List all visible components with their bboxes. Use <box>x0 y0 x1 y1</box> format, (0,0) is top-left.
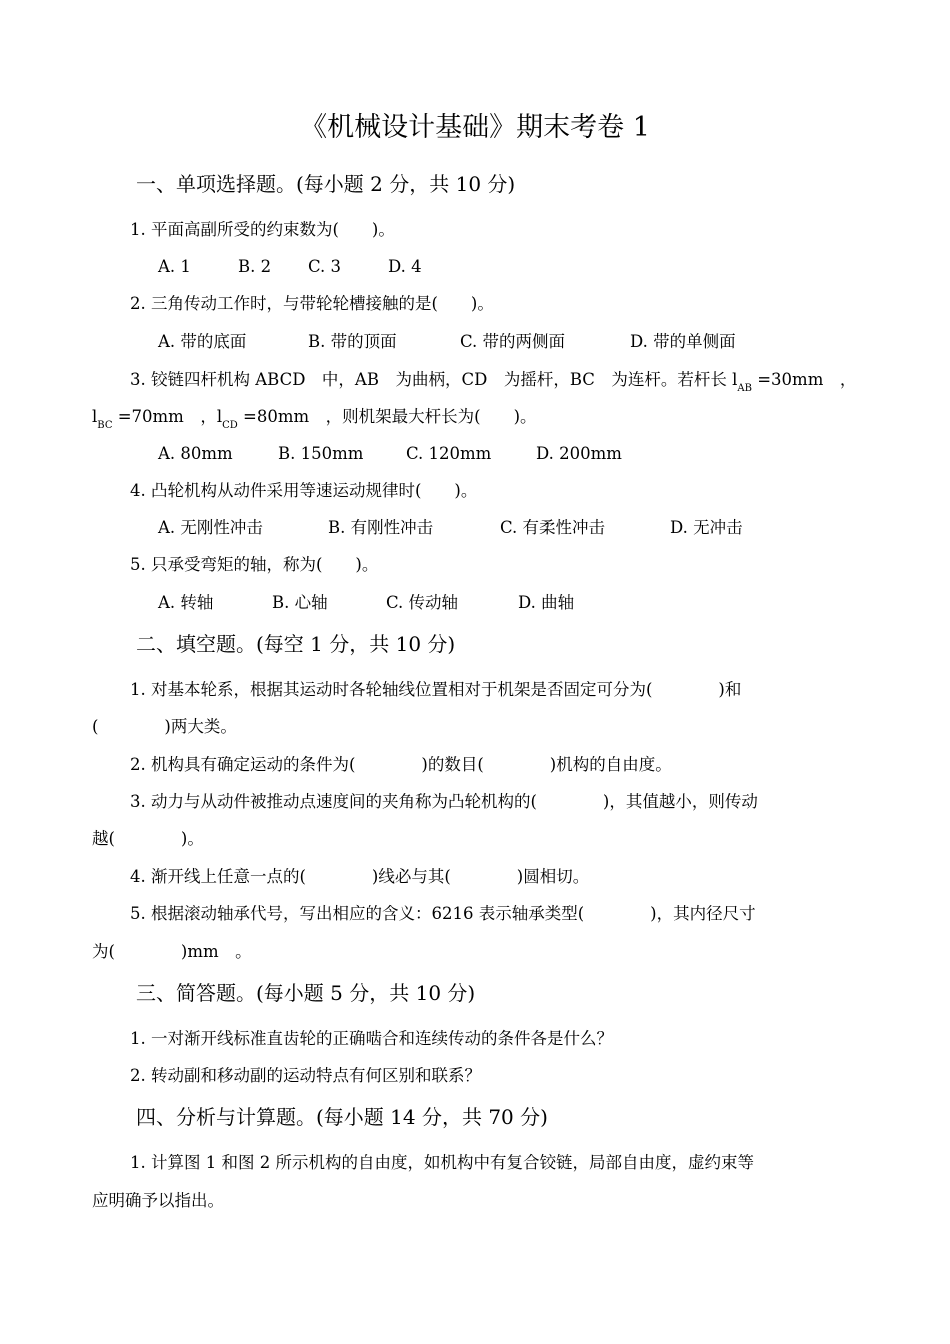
option-1-3-d: D. 200mm <box>536 444 622 463</box>
question-1-2: 2. 三角传动工作时，与带轮轮槽接触的是( )。 <box>130 294 494 313</box>
option-1-3-c: C. 120mm <box>406 444 492 463</box>
option-1-2-a: A. 带的底面 <box>158 332 247 351</box>
question-1-3-text-b: =30mm ， <box>751 370 857 389</box>
fill-blank-1-line1: 1. 对基本轮系，根据其运动时各轮轴线位置相对于机架是否固定可分为( )和 <box>130 680 742 699</box>
question-1-1: 1. 平面高副所受的约束数为( )。 <box>130 220 395 239</box>
option-1-4-b: B. 有刚性冲击 <box>328 518 434 537</box>
section-heading-4: 四、分析与计算题。(每小题 14 分，共 70 分) <box>136 1105 548 1129</box>
fill-blank-1-line2: ( )两大类。 <box>92 717 237 736</box>
option-1-3-b: B. 150mm <box>278 444 364 463</box>
fill-blank-5-line1: 5. 根据滚动轴承代号，写出相应的含义：6216 表示轴承类型( )，其内径尺寸 <box>130 904 756 923</box>
option-1-3-a: A. 80mm <box>158 444 233 463</box>
question-1-3-text-d: =70mm ，l <box>112 407 223 426</box>
question-1-3-line1 <box>130 368 856 394</box>
subscript-cd: CD <box>222 420 238 431</box>
calc-question-1-line1: 1. 计算图 1 和图 2 所示机构的自由度，如机构中有复合铰链，局部自由度，虚约束等 <box>130 1153 754 1172</box>
option-1-4-a: A. 无刚性冲击 <box>158 518 263 537</box>
option-1-5-b: B. 心轴 <box>272 593 328 612</box>
option-1-4-d: D. 无冲击 <box>670 518 743 537</box>
option-1-4-c: C. 有柔性冲击 <box>500 518 606 537</box>
option-1-1-b: B. 2 <box>238 257 272 276</box>
short-answer-1: 1. 一对渐开线标准直齿轮的正确啮合和连续传动的条件各是什么？ <box>130 1029 613 1048</box>
question-1-4: 4. 凸轮机构从动件采用等速运动规律时( )。 <box>130 481 478 500</box>
subscript-ab: AB <box>737 383 752 394</box>
section-heading-2: 二、填空题。(每空 1 分，共 10 分) <box>136 632 456 656</box>
question-1-3-text-e: =80mm ，则机架最大杆长为( )。 <box>237 407 537 426</box>
option-1-2-b: B. 带的顶面 <box>308 332 397 351</box>
subscript-bc: BC <box>97 420 113 431</box>
exam-title: 《机械设计基础》期末考卷 1 <box>300 112 650 143</box>
option-1-5-c: C. 传动轴 <box>386 593 459 612</box>
question-1-3-line2 <box>92 405 537 431</box>
option-1-2-d: D. 带的单侧面 <box>630 332 736 351</box>
fill-blank-5-line2: 为( )mm 。 <box>92 942 252 961</box>
question-1-3-text-c: l <box>92 407 98 426</box>
option-1-5-d: D. 曲轴 <box>518 593 575 612</box>
section-heading-3: 三、简答题。(每小题 5 分，共 10 分) <box>136 981 476 1005</box>
fill-blank-3-line2: 越( )。 <box>92 829 204 848</box>
short-answer-2: 2. 转动副和移动副的运动特点有何区别和联系？ <box>130 1066 481 1085</box>
option-1-1-c: C. 3 <box>308 257 342 276</box>
fill-blank-2: 2. 机构具有确定运动的条件为( )的数目( )机构的自由度。 <box>130 755 672 774</box>
question-1-3-text-a: 3. 铰链四杆机构 ABCD 中，AB 为曲柄，CD 为摇杆，BC 为连杆。若杆长 l <box>130 370 738 389</box>
fill-blank-3-line1: 3. 动力与从动件被推动点速度间的夹角称为凸轮机构的( )，其值越小，则传动 <box>130 792 758 811</box>
question-1-5: 5. 只承受弯矩的轴，称为( )。 <box>130 555 379 574</box>
option-1-5-a: A. 转轴 <box>158 593 214 612</box>
option-1-1-a: A. 1 <box>158 257 191 276</box>
calc-question-1-line2: 应明确予以指出。 <box>92 1191 224 1210</box>
section-heading-1: 一、单项选择题。(每小题 2 分，共 10 分) <box>136 172 516 196</box>
option-1-1-d: D. 4 <box>388 257 422 276</box>
fill-blank-4: 4. 渐开线上任意一点的( )线必与其( )圆相切。 <box>130 867 590 886</box>
option-1-2-c: C. 带的两侧面 <box>460 332 566 351</box>
